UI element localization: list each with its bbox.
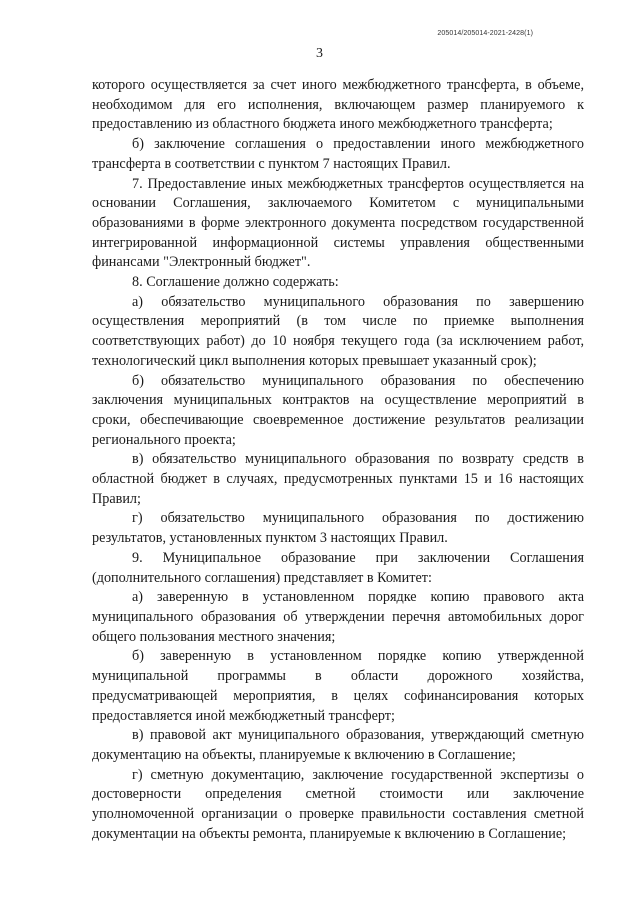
page-number: 3: [316, 46, 323, 61]
paragraph-8: 8. Соглашение должно содержать:: [132, 274, 339, 291]
paragraph-9-g: г) сметную документацию, заключение государственной экспертизы о достоверности определения сметной стоимости или заключение уполномоченной организации о проверке правильности составления сметной документации на объекты ремонта, планируемые к включению в Соглашение;: [92, 766, 584, 842]
paragraph-9-b: б) заверенную в установленном порядке копию утвержденной муниципальной программы в области дорожного хозяйства, предусматривающей мероприятия, в целях софинансирования которых предоставляется иной межбюджетный трансферт;: [92, 648, 584, 724]
paragraph-8-b: б) обязательство муниципального образования по обеспечению заключения муниципальных контрактов на осуществление мероприятий в сроки, обеспечивающие своевременное достижение результатов реализации регионального проекта;: [92, 372, 584, 448]
page-body: [92, 76, 584, 844]
paragraph-8-v: в) обязательство муниципального образования по возврату средств в областной бюджет в случаях, предусмотренных пунктами 15 и 16 настоящих Правил;: [92, 451, 584, 507]
paragraph-9-v: в) правовой акт муниципального образования, утверждающий сметную документацию на объекты, планируемые к включению в Соглашение;: [92, 727, 584, 763]
paragraph-9: 9. Муниципальное образование при заключении Соглашения (дополнительного соглашения) представляет в Комитет:: [92, 549, 584, 586]
paragraph-8-a: а) обязательство муниципального образования по завершению осуществления мероприятий (в том числе по приемке выполнения соответствующих работ) до 10 ноября текущего года (за исключением работ, технологический цикл выполнения которых превышает указанный срок);: [92, 293, 584, 369]
paragraph-item-b-agreement: б) заключение соглашения о предоставлении иного межбюджетного трансферта в соответствии с пунктом 7 настоящих Правил.: [92, 136, 584, 172]
paragraph-continuation: которого осуществляется за счет иного межбюджетного трансферта, в объеме, необходимом для его исполнения, включающем размер планируемого к предоставлению из областного бюджета иного межбюджетного трансферта;: [92, 77, 584, 133]
paragraph-7: 7. Предоставление иных межбюджетных трансфертов осуществляется на основании Соглашения, заключаемого Комитетом с муниципальными образованиями в форме электронного документа посредством государственной интегрированной информационной системы управления общественными финансами "Электронный бюджет".: [92, 175, 584, 271]
paragraph-9-a: а) заверенную в установленном порядке копию правового акта муниципального образования об утверждении перечня автомобильных дорог общего пользования местного значения;: [92, 589, 584, 645]
paragraph-8-g: г) обязательство муниципального образования по достижению результатов, установленных пунктом 3 настоящих Правил.: [92, 510, 584, 547]
document-id: 205014/205014-2021-2428(1): [437, 30, 533, 37]
